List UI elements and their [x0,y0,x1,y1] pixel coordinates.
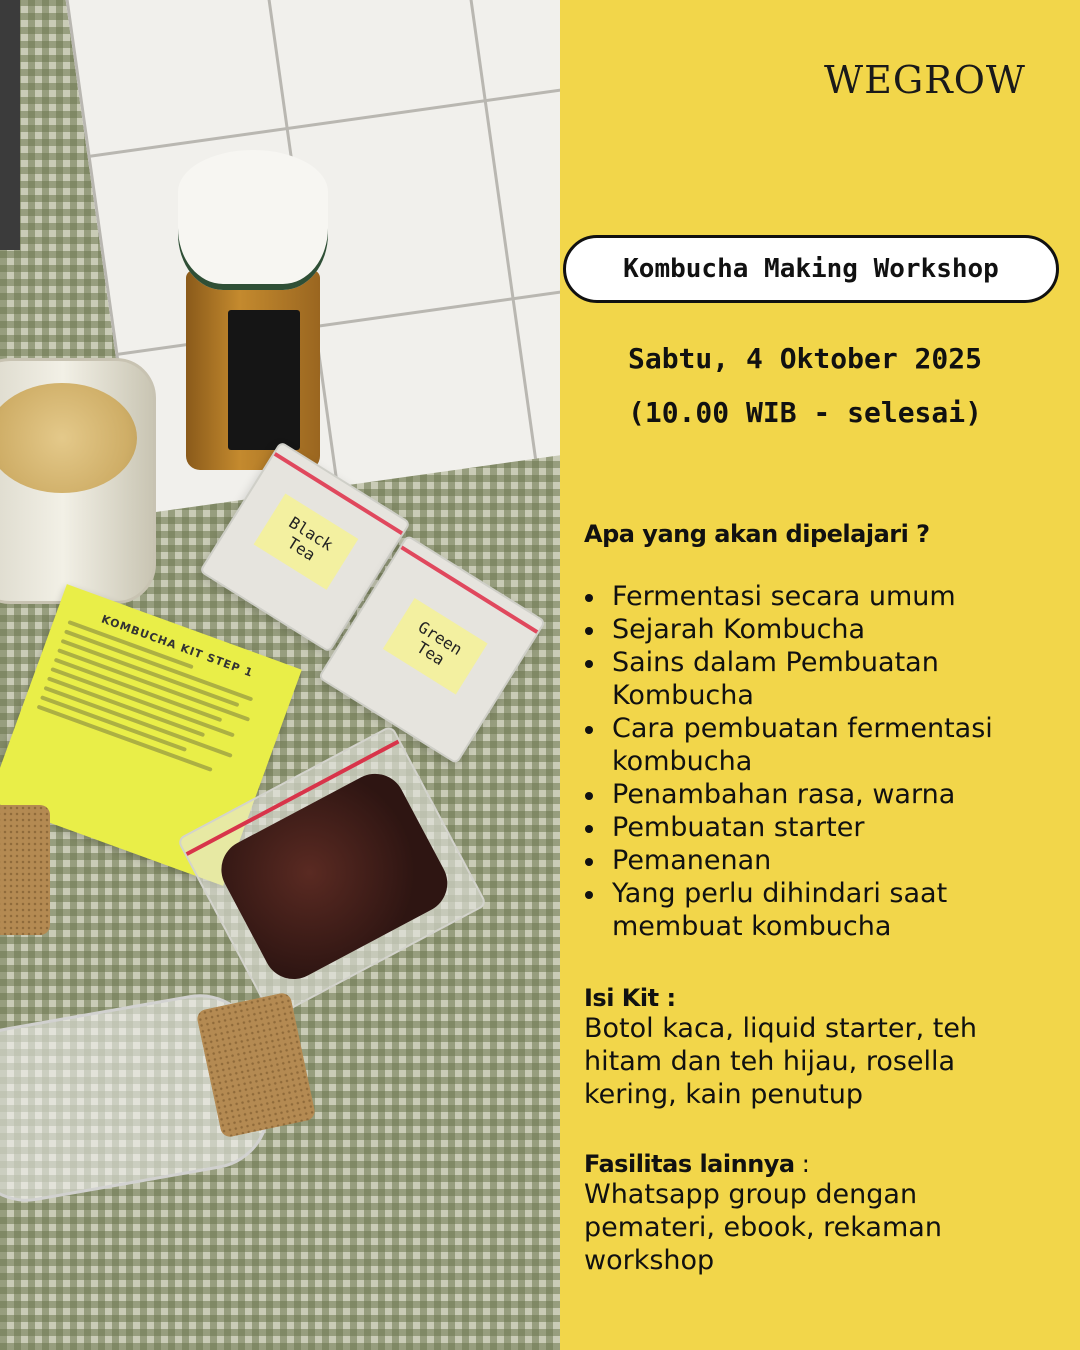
list-item: Cara pembuatan fermentasi kombucha [560,712,1054,778]
sugar-jar [0,358,156,604]
learn-section [584,520,1054,943]
workshop-title: Kombucha Making Workshop [563,235,1059,303]
learn-heading: Apa yang akan dipelajari ? [584,520,930,548]
info-panel [560,0,1080,1350]
list-item: Pembuatan starter [560,811,1054,844]
appliance-edge [0,0,20,250]
learn-list [560,580,1054,943]
card-title: KOMBUCHA KIT STEP 1 [99,612,256,680]
cork-stopper [0,805,50,935]
facilities-heading [584,1150,1054,1178]
event-time: (10.00 WIB - selesai) [627,396,982,429]
facilities-section [584,1150,1054,1277]
kit-contents: Botol kaca, liquid starter, teh hitam dan teh hijau, rosella kering, kain penutup [584,1013,978,1110]
brand-logo: WEGROW [824,58,1026,102]
list-item: Sejarah Kombucha [560,613,1054,646]
list-item: Penambahan rasa, warna [560,778,1054,811]
sugar [0,383,137,493]
facilities-text: Whatsapp group dengan pemateri, ebook, rekaman workshop [584,1179,942,1276]
kit-section [584,984,1054,1111]
kit-heading: Isi Kit : [584,984,676,1012]
facilities-heading-separator: : [794,1150,810,1178]
black-tea-tag: Black Tea [254,493,359,589]
event-date: Sabtu, 4 Oktober 2025 [627,342,982,375]
bottle-label [228,310,300,450]
list-item: Sains dalam Pembuatan Kombucha [560,646,1054,712]
kombucha-starter-bottle [178,150,328,470]
facilities-heading-label: Fasilitas lainnya [584,1150,795,1178]
green-tea-tag: Green Tea [383,598,488,694]
list-item: Yang perlu dihindari saat membuat kombucha [560,877,1054,943]
bottle-cloth-cover [178,150,328,290]
list-item: Fermentasi secara umum [560,580,1054,613]
list-item: Pemanenan [560,844,1054,877]
